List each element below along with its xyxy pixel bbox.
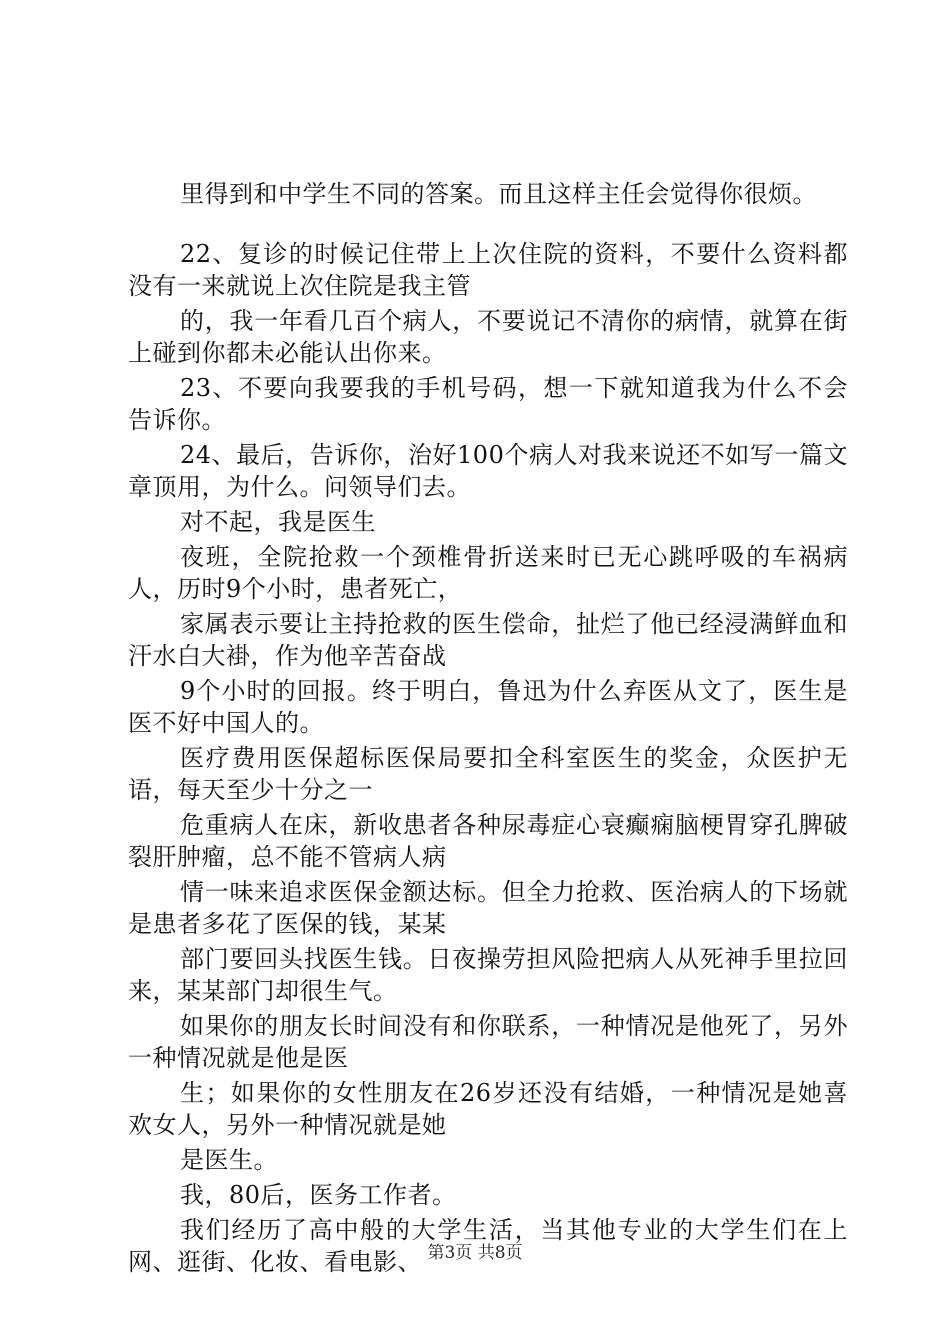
paragraph: 24、最后，告诉你，治好100个病人对我来说还不如写一篇文章顶用，为什么。问领导们去。 xyxy=(128,441,848,501)
paragraph: 22、复诊的时候记住带上上次住院的资料，不要什么资料都没有一来就说上次住院是我主管 xyxy=(128,240,848,300)
paragraph: 如果你的朋友长时间没有和你联系，一种情况是他死了，另外一种情况就是他是医 xyxy=(128,1012,848,1072)
paragraph: 危重病人在床，新收患者各种尿毒症心衰癫痫脑梗胃穿孔脾破裂肝肿瘤，总不能不管病人病 xyxy=(128,811,848,871)
paragraph: 家属表示要让主持抢救的医生偿命，扯烂了他已经浸满鲜血和汗水白大褂，作为他辛苦奋战 xyxy=(128,610,848,670)
paragraph: 的，我一年看几百个病人，不要说记不清你的病情，就算在街上碰到你都未必能认出你来。 xyxy=(128,307,848,367)
paragraph: 里得到和中学生不同的答案。而且这样主任会觉得你很烦。 xyxy=(180,180,817,208)
paragraph: 生；如果你的女性朋友在26岁还没有结婚，一种情况是她喜欢女人，另外一种情况就是她 xyxy=(128,1079,848,1139)
paragraph: 部门要回头找医生钱。日夜操劳担风险把病人从死神手里拉回来，某某部门却很生气。 xyxy=(128,945,848,1005)
paragraph: 我们经历了高中般的大学生活，当其他专业的大学生们在上网、逛街、化妆、看电影、 xyxy=(128,1216,848,1276)
paragraph: 医疗费用医保超标医保局要扣全科室医生的奖金，众医护无语，每天至少十分之一 xyxy=(128,744,848,804)
paragraph: 9个小时的回报。终于明白，鲁迅为什么弃医从文了，医生是医不好中国人的。 xyxy=(128,677,848,737)
page-number-footer: 第3页 共8页 xyxy=(427,1243,523,1263)
paragraph: 23、不要向我要我的手机号码，想一下就知道我为什么不会告诉你。 xyxy=(128,374,848,434)
paragraph: 情一味来追求医保金额达标。但全力抢救、医治病人的下场就是患者多花了医保的钱，某某 xyxy=(128,878,848,938)
paragraph: 是医生。 xyxy=(180,1146,278,1174)
document-body xyxy=(128,178,848,1281)
paragraph: 夜班，全院抢救一个颈椎骨折送来时已无心跳呼吸的车祸病人，历时9个小时，患者死亡， xyxy=(128,543,848,603)
paragraph: 我，80后，医务工作者。 xyxy=(180,1181,457,1209)
paragraph: 对不起，我是医生 xyxy=(180,508,376,536)
